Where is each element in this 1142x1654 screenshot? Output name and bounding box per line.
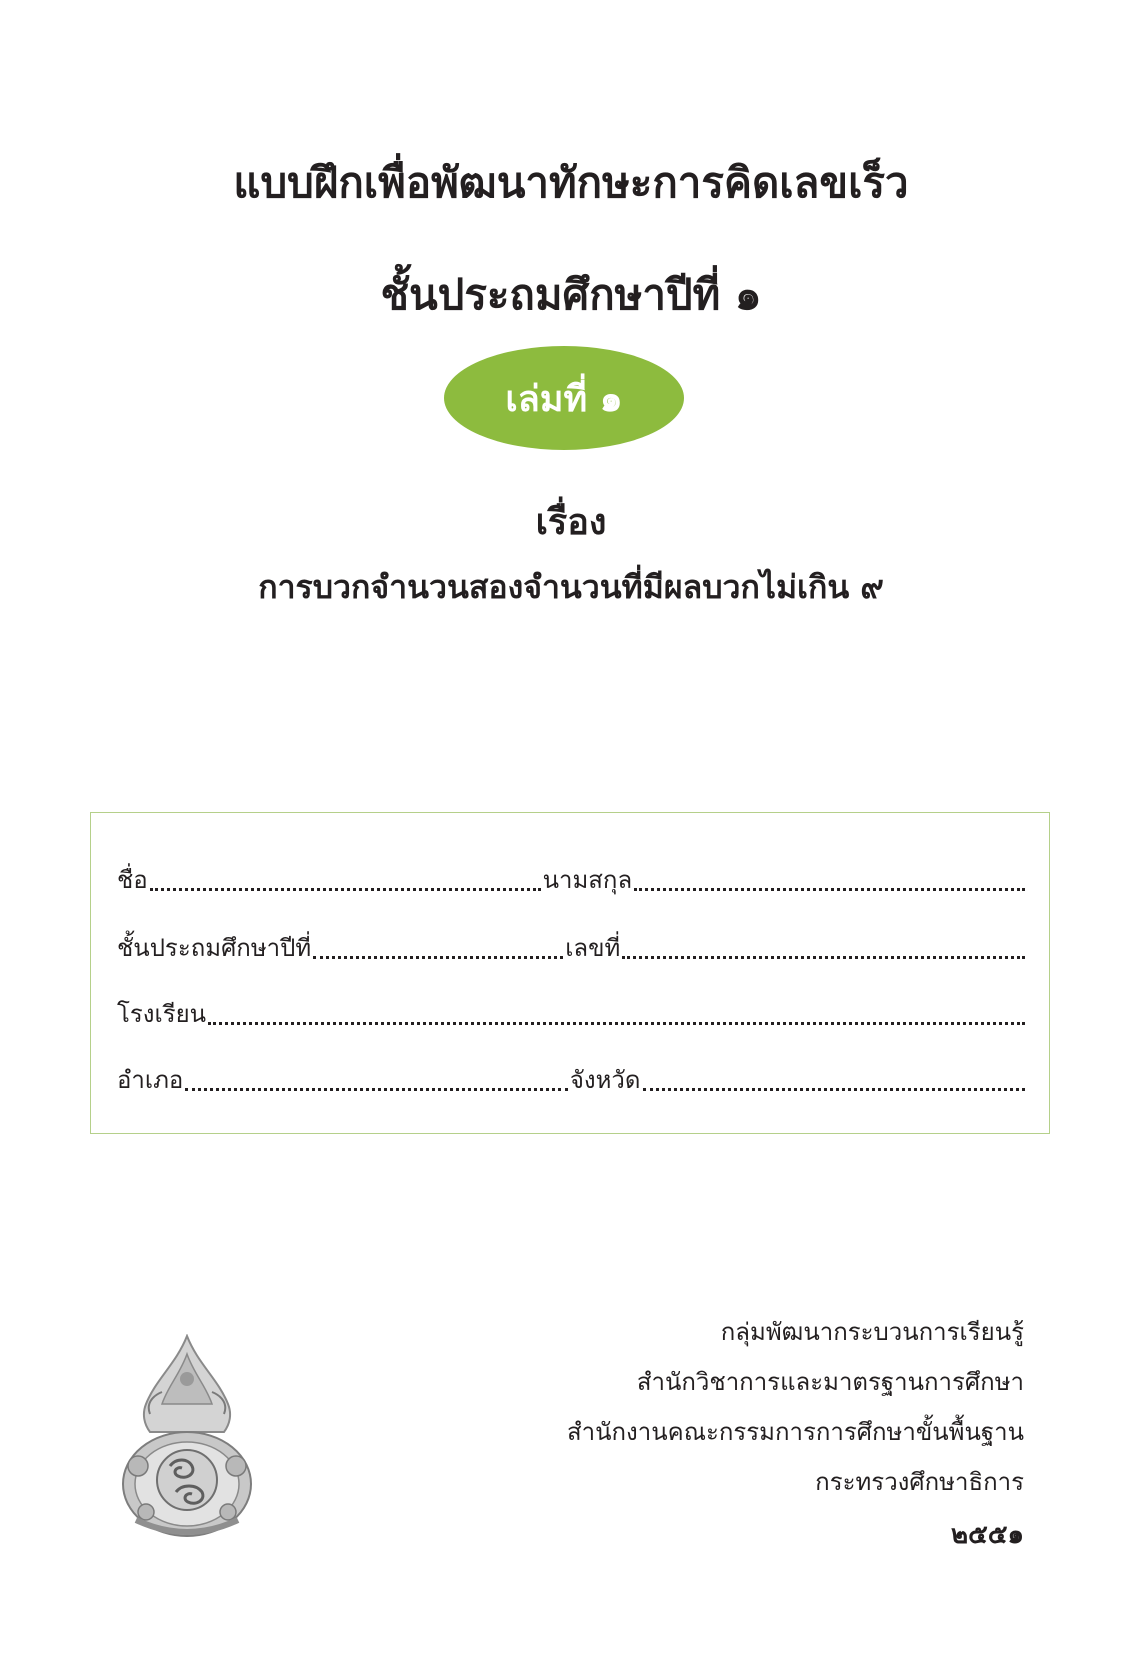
form-row-district xyxy=(117,1055,1027,1099)
volume-badge xyxy=(444,346,684,450)
district-field[interactable] xyxy=(185,1088,568,1091)
grade-field[interactable] xyxy=(313,956,563,959)
province-field[interactable] xyxy=(643,1088,1026,1091)
student-info-box xyxy=(90,812,1050,1134)
surname-label: นามสกุล xyxy=(542,866,633,894)
publisher-ministry: กระทรวงศึกษาธิการ xyxy=(815,1468,1024,1496)
school-label: โรงเรียน xyxy=(117,1000,207,1028)
surname-field[interactable] xyxy=(634,888,1025,891)
school-field[interactable] xyxy=(208,1022,1025,1025)
volume-badge-label: เล่มที่ ๑ xyxy=(505,378,623,420)
cover-grade-title: ชั้นประถมศึกษาปีที่ ๑ xyxy=(380,270,762,319)
name-field[interactable] xyxy=(150,888,541,891)
publication-year: ๒๕๕๑ xyxy=(951,1520,1024,1550)
subject-title: การบวกจำนวนสองจำนวนที่มีผลบวกไม่เกิน ๙ xyxy=(258,568,884,606)
grade-label: ชั้นประถมศึกษาปีที่ xyxy=(117,934,312,962)
number-field[interactable] xyxy=(622,956,1025,959)
publisher-group: กลุ่มพัฒนากระบวนการเรียนรู้ xyxy=(720,1318,1024,1346)
form-row-grade xyxy=(117,923,1027,967)
cover-title: แบบฝึกเพื่อพัฒนาทักษะการคิดเลขเร็ว xyxy=(233,158,909,207)
number-label: เลขที่ xyxy=(565,934,621,962)
form-row-school xyxy=(117,989,1027,1033)
subject-label: เรื่อง xyxy=(535,502,607,543)
name-label: ชื่อ xyxy=(117,866,148,894)
form-row-name xyxy=(117,855,1027,899)
obec-emblem-icon xyxy=(116,1334,258,1540)
province-label: จังหวัด xyxy=(569,1066,641,1094)
publisher-office: สำนักงานคณะกรรมการการศึกษาขั้นพื้นฐาน xyxy=(566,1418,1024,1446)
district-label: อำเภอ xyxy=(117,1066,184,1094)
publisher-bureau: สำนักวิชาการและมาตรฐานการศึกษา xyxy=(636,1368,1024,1396)
